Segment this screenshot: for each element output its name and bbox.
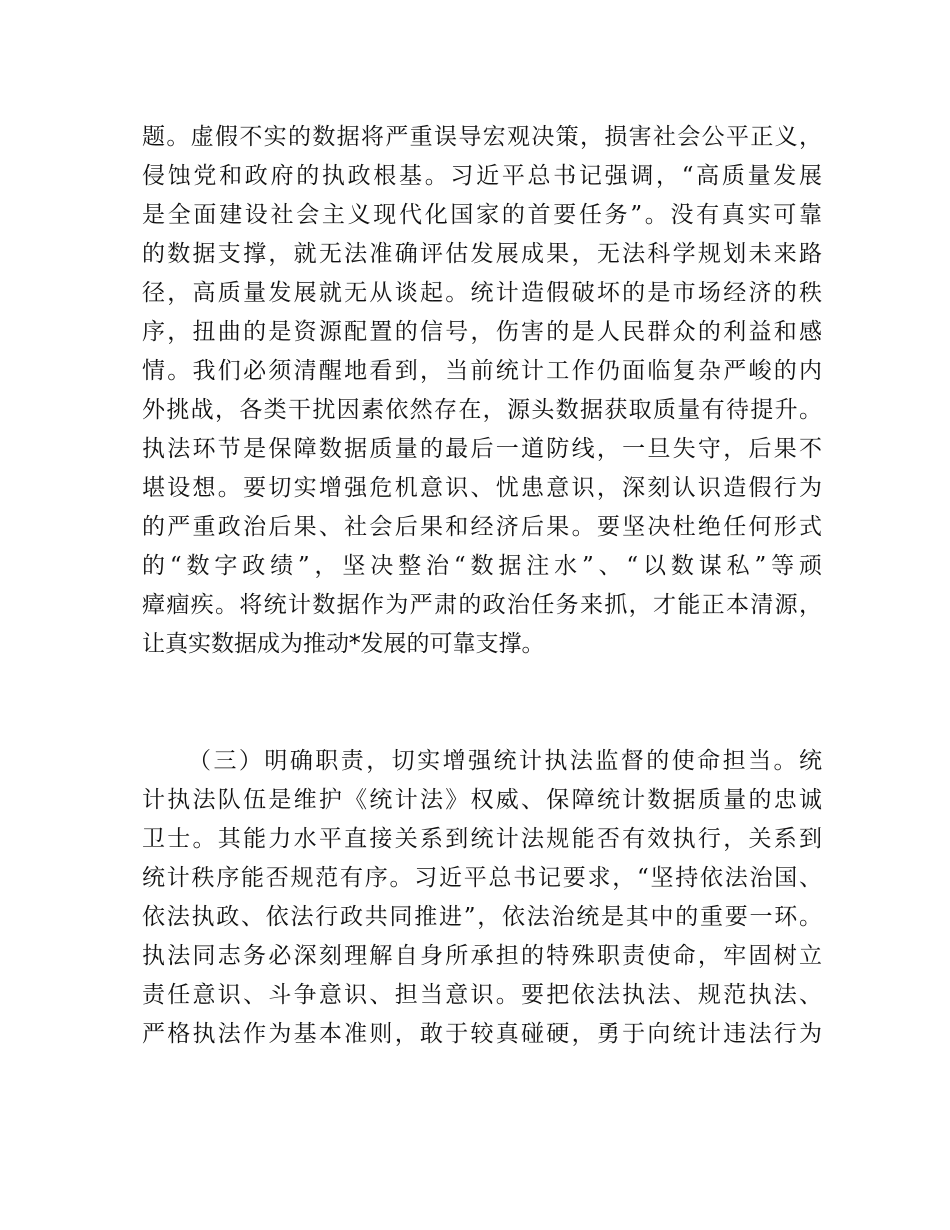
text-line: 依法执政、依法行政共同推进”，依法治统是其中的重要一环。 (142, 904, 822, 930)
text-line: 是全面建设社会主义现代化国家的首要任务”。没有真实可靠 (142, 202, 822, 228)
text-line: 的严重政治后果、社会后果和经济后果。要坚决杜绝任何形式 (142, 514, 822, 540)
text-line: 侵蚀党和政府的执政根基。习近平总书记强调，“高质量发展 (142, 163, 822, 189)
paragraph-section-three (142, 742, 822, 1054)
text-line: 执法同志务必深刻理解自身所承担的特殊职责使命，牢固树立 (142, 943, 822, 969)
text-line: 的数据支撑，就无法准确评估发展成果，无法科学规划未来路 (142, 241, 822, 267)
text-line: 执法环节是保障数据质量的最后一道防线，一旦失守，后果不 (142, 436, 822, 462)
text-line: 堪设想。要切实增强危机意识、忧患意识，深刻认识造假行为 (142, 475, 822, 501)
text-line: 计执法队伍是维护《统计法》权威、保障统计数据质量的忠诚 (142, 787, 822, 813)
text-line: 题。虚假不实的数据将严重误导宏观决策，损害社会公平正义， (142, 124, 822, 150)
text-line: 的“数字政绩”，坚决整治“数据注水”、“以数谋私”等顽 (142, 553, 822, 579)
text-line: 统计秩序能否规范有序。习近平总书记要求，“坚持依法治国、 (142, 865, 822, 891)
text-line: 严格执法作为基本准则，敢于较真碰硬，勇于向统计违法行为 (142, 1021, 822, 1047)
section-heading-line: （三）明确职责，切实增强统计执法监督的使命担当。统 (188, 748, 822, 774)
text-line: 序，扭曲的是资源配置的信号，伤害的是人民群众的利益和感 (142, 319, 822, 345)
text-line: 外挑战，各类干扰因素依然存在，源头数据获取质量有待提升。 (142, 397, 822, 423)
text-line: 卫士。其能力水平直接关系到统计法规能否有效执行，关系到 (142, 826, 822, 852)
text-line: 情。我们必须清醒地看到，当前统计工作仍面临复杂严峻的内 (142, 358, 822, 384)
paragraph-continuation (142, 118, 822, 664)
text-line: 责任意识、斗争意识、担当意识。要把依法执法、规范执法、 (142, 982, 822, 1008)
text-line: 让真实数据成为推动*发展的可靠支撑。 (142, 631, 545, 657)
text-line: 瘴痼疾。将统计数据作为严肃的政治任务来抓，才能正本清源， (142, 592, 822, 618)
text-line: 径，高质量发展就无从谈起。统计造假破坏的是市场经济的秩 (142, 280, 822, 306)
